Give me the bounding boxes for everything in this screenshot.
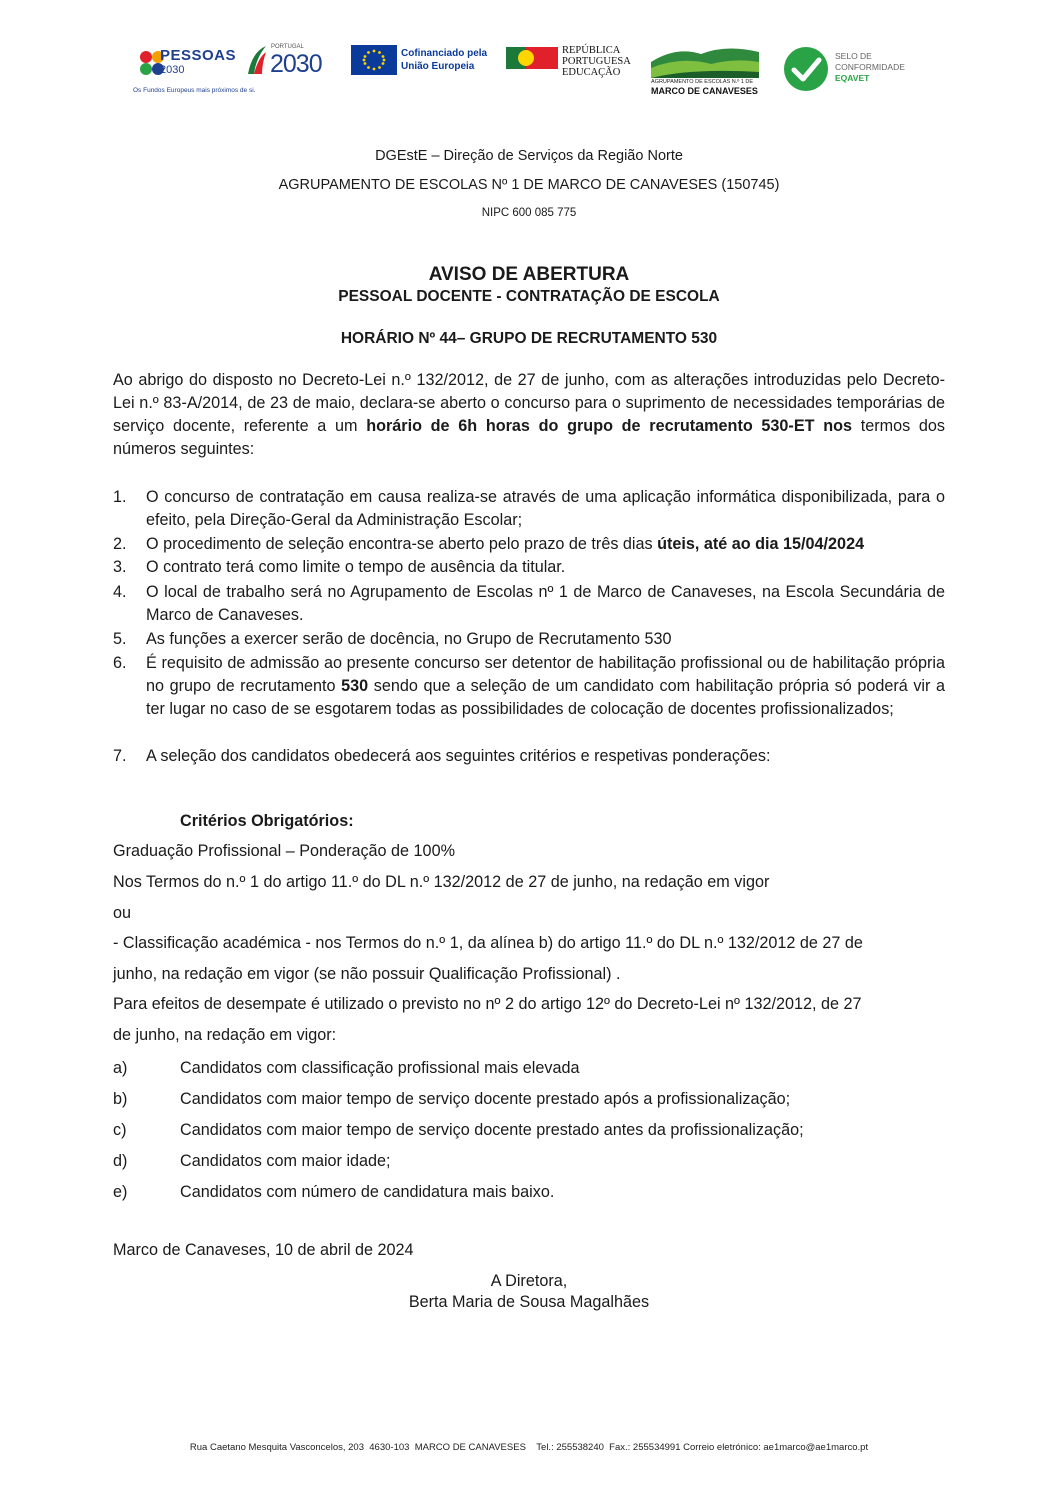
intro-text: Ao abrigo do disposto no Decreto-Lei n.º 132/2012, de 27 de junho, com as alterações introduzidas pelo Decreto-Lei n.º 83-A/2014, de 23 de maio, declara-se aberto o concurso para o suprimento de necessidades temporárias de serviço docente, referente a um xyxy=(113,371,945,435)
item-number: 2. xyxy=(113,535,127,553)
horario-title: HORÁRIO Nº 44– GRUPO DE RECRUTAMENTO 530 xyxy=(340,330,718,347)
pessoas-name: PESSOAS xyxy=(160,47,237,64)
criteria-line: - Classificação académica - nos Termos do n.º 1, da alínea b) do artigo 11.º do DL n.º 132/2012 de 27 de xyxy=(113,934,863,952)
item-number: 5. xyxy=(113,630,127,648)
criteria-heading: Critérios Obrigatórios: xyxy=(180,812,354,830)
place-date: Marco de Canaveses, 10 de abril de 2024 xyxy=(113,1241,414,1259)
header-directorate: DGEstE – Direção de Serviços da Região Norte xyxy=(375,148,683,164)
item-text: As funções a exercer serão de docência, no Grupo de Recrutamento 530 xyxy=(146,630,672,648)
header-school: AGRUPAMENTO DE ESCOLAS Nº 1 DE MARCO DE CANAVESES (150745) xyxy=(278,177,780,193)
portugal-label: PORTUGAL xyxy=(271,44,304,50)
eu-line1: Cofinanciado pela xyxy=(401,48,488,59)
item-bold: úteis, até ao dia 15/04/2024 xyxy=(657,535,865,553)
intro-paragraph xyxy=(113,369,945,461)
portugal-2030-logo xyxy=(246,44,326,78)
tiebreak-text: Candidatos com maior tempo de serviço docente prestado antes da profissionalização; xyxy=(180,1121,804,1139)
item-number: 4. xyxy=(113,583,127,601)
pessoas-tagline: Os Fundos Europeus mais próximos de si. xyxy=(133,87,256,94)
eu-line2: União Europeia xyxy=(401,61,475,72)
eqavet-line1: SELO DE xyxy=(835,51,872,61)
criteria-line: ou xyxy=(113,904,132,922)
eu-cofinanced-logo xyxy=(351,45,491,77)
signatory-role: A Diretora, xyxy=(490,1272,568,1290)
tiebreak-text: Candidatos com maior tempo de serviço docente prestado após a profissionalização; xyxy=(180,1090,791,1108)
criteria-line: Nos Termos do n.º 1 do artigo 11.º do DL n.º 132/2012 de 27 de junho, na redação em vigor xyxy=(113,873,770,891)
item-text: O concurso de contratação em causa realiza-se através de uma aplicação informática disponibilizada, para o efeito, pela Direção-Geral da Administração Escolar; xyxy=(146,488,945,529)
eqavet-logo xyxy=(783,46,923,94)
tiebreak-letter: d) xyxy=(113,1152,128,1170)
item-bold: 530 xyxy=(341,677,369,695)
tiebreak-letter: b) xyxy=(113,1090,128,1108)
intro-text-end: termos dos números seguintes: xyxy=(113,417,945,458)
tiebreak-text: Candidatos com classificação profissional mais elevada xyxy=(180,1059,580,1077)
tiebreak-letter: a) xyxy=(113,1059,128,1077)
signatory-name: Berta Maria de Sousa Magalhães xyxy=(408,1293,650,1311)
document-subtitle: PESSOAL DOCENTE - CONTRATAÇÃO DE ESCOLA xyxy=(338,288,720,305)
item-text: A seleção dos candidatos obedecerá aos seguintes critérios e respetivas ponderações: xyxy=(146,747,771,765)
hills-landscape-icon xyxy=(651,44,759,78)
republica-portuguesa-logo xyxy=(506,45,631,81)
item-number: 1. xyxy=(113,488,127,506)
republica-line1: REPÚBLICA xyxy=(562,45,621,56)
item-number: 6. xyxy=(113,654,127,672)
criteria-line: junho, na redação em vigor (se não possuir Qualificação Profissional) . xyxy=(113,965,621,983)
pessoas-year: 2030 xyxy=(160,64,185,76)
eu-flag-icon xyxy=(351,45,397,75)
tiebreak-letter: c) xyxy=(113,1121,127,1139)
checkmark-seal-icon xyxy=(783,46,829,92)
item-text: O procedimento de seleção encontra-se aberto pelo prazo de três dias xyxy=(146,535,658,553)
agrupamento-logo xyxy=(651,44,759,98)
criteria-line: Graduação Profissional – Ponderação de 100% xyxy=(113,842,455,860)
header-nipc: NIPC 600 085 775 xyxy=(481,207,577,219)
criteria-line: Para efeitos de desempate é utilizado o previsto no nº 2 do artigo 12º do Decreto-Lei nº 132/2012, de 27 xyxy=(113,995,862,1013)
item-text: O contrato terá como limite o tempo de ausência da titular. xyxy=(146,558,566,576)
item-text: É requisito de admissão ao presente concurso ser detentor de habilitação profissional ou de habilitação própria no grupo de recrutamento xyxy=(146,654,945,695)
item-number: 7. xyxy=(113,747,127,765)
tiebreak-text: Candidatos com número de candidatura mais baixo. xyxy=(180,1183,555,1201)
agrupamento-line2: MARCO DE CANAVESES xyxy=(651,86,758,96)
footer-contact: Rua Caetano Mesquita Vasconcelos, 203 4630-103 MARCO DE CANAVESES Tel.: 255538240 Fax.: 255534991 Correio eletrónico: ae1marco@ae1marco.pt xyxy=(189,1442,869,1453)
portugal-year: 2030 xyxy=(270,50,322,78)
eqavet-line3: EQAVET xyxy=(835,73,870,83)
item-text: O local de trabalho será no Agrupamento de Escolas nº 1 de Marco de Canaveses, na Escola Secundária de Marco de Canaveses. xyxy=(146,583,945,624)
criteria-line: de junho, na redação em vigor: xyxy=(113,1026,337,1044)
republica-line3: EDUCAÇÃO xyxy=(562,67,621,78)
eqavet-line2: CONFORMIDADE xyxy=(835,62,905,72)
republica-emblem-icon xyxy=(506,47,558,69)
portugal-flag-swirl-icon xyxy=(246,44,268,78)
document-title: AVISO DE ABERTURA xyxy=(428,264,630,285)
intro-bold: horário de 6h horas do grupo de recrutamento 530-ET nos xyxy=(366,417,852,435)
republica-line2: PORTUGUESA xyxy=(562,56,631,67)
item-number: 3. xyxy=(113,558,127,576)
tiebreak-letter: e) xyxy=(113,1183,128,1201)
item-text-end: sendo que a seleção de um candidato com habilitação própria só poderá vir a ter lugar no caso de se esgotarem todas as possibilidades de colocação de docentes profissionalizados; xyxy=(146,677,945,718)
tiebreak-text: Candidatos com maior idade; xyxy=(180,1152,391,1170)
agrupamento-line1: AGRUPAMENTO DE ESCOLAS N.º 1 DE xyxy=(651,79,754,85)
